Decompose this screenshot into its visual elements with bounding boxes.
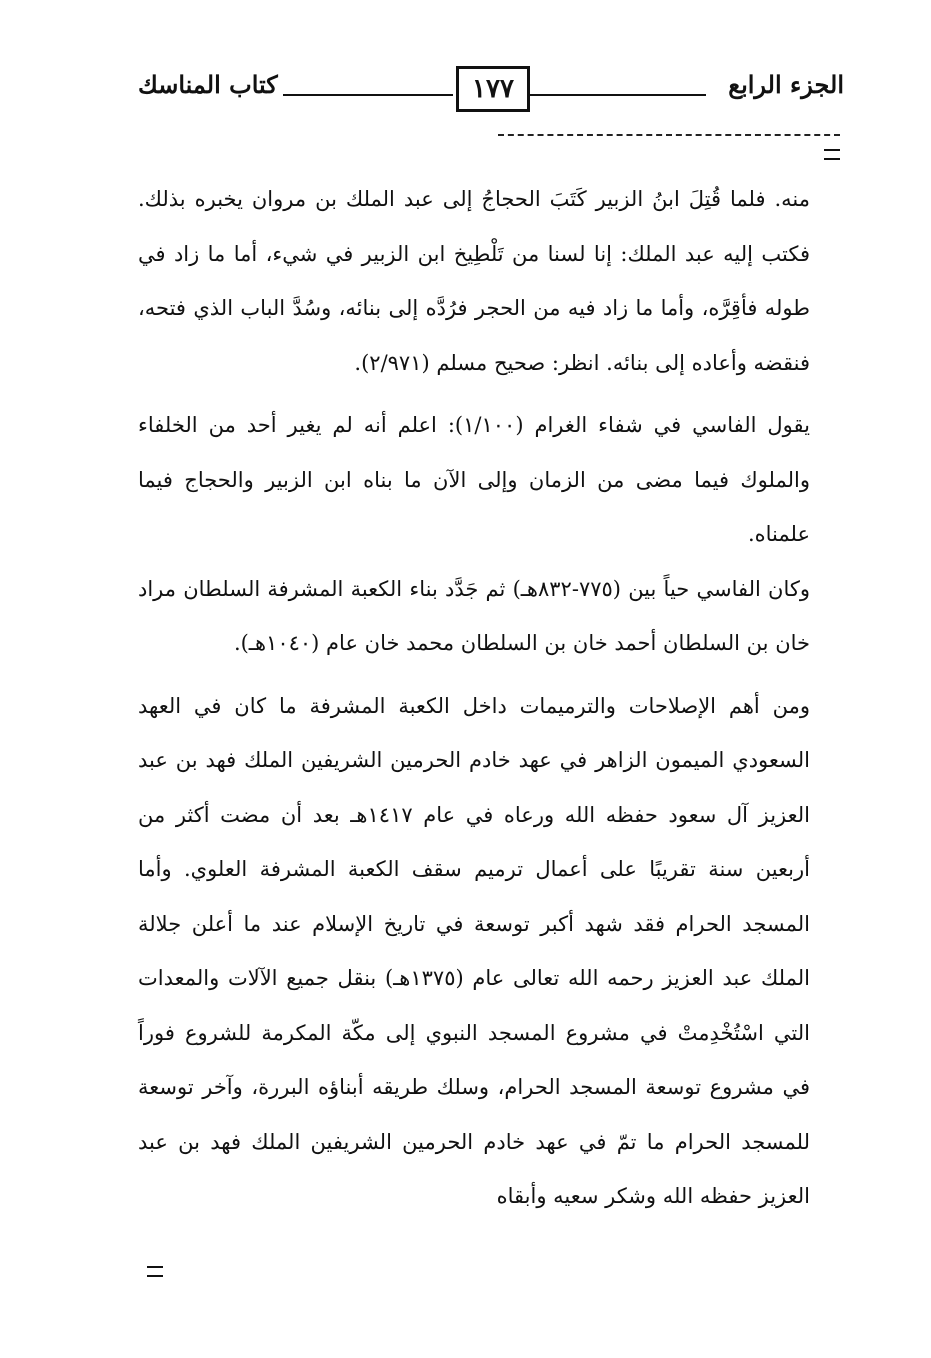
paragraph-3: وكان الفاسي حياً بين (٧٧٥-٨٣٢هـ) ثم جَدَّد بناء الكعبة المشرفة السلطان مراد خان بن السلطان أحمد خان بن السلطان محمد خان عام (١٠٤٠هـ). <box>138 576 810 655</box>
paragraph-4: ومن أهم الإصلاحات والترميمات داخل الكعبة المشرفة ما كان في العهد السعودي الميمون الزاهر في عهد خادم الحرمين الشريفين الملك فهد بن عبد العزيز آل سعود حفظه الله ورعاه في عام ١٤١٧هـ بعد أن مضت أكثر من أربعين سنة تقريبًا على أعمال ترميم سقف الكعبة المشرفة العلوي. وأما المسجد الحرام فقد شهد أكبر توسعة في تاريخ الإسلام عند ما أعلن جلالة الملك عبد العزيز رحمه الله تعالى عام (١٣٧٥هـ) بنقل جميع الآلات والمعدات التي اسْتُخْدِمتْ في مشروع المسجد النبوي إلى مكّة المكرمة للشروع فوراً في مشروع توسعة المسجد الحرام، وسلك طريقه أبناؤه البررة، وآخر توسعة للمسجد الحرام ما تمّ في عهد خادم الحرمين الشريفين الملك فهد بن عبد العزيز حفظه الله وشكر سعيه وأبقاه <box>138 693 811 1208</box>
double-line-mark-top <box>824 149 840 160</box>
header-rule-left <box>283 94 453 96</box>
paragraph-2: يقول الفاسي في شفاء الغرام (١/١٠٠): اعلم أنه لم يغير أحد من الخلفاء والملوك فيما مضى من الزمان وإلى الآن ما بناه ابن الزبير والحجاج فيما علمناه. <box>138 413 810 546</box>
footnote-separator <box>498 134 840 136</box>
volume-label: الجزء الرابع <box>728 70 844 99</box>
footnote-text <box>138 172 810 1224</box>
header-rule-right <box>530 94 706 96</box>
paragraph-1: منه. فلما قُتِلَ ابنُ الزبير كَتَبَ الحجاجُ إلى عبد الملك بن مروان يخبره بذلك. فكتب إليه عبد الملك: إنا لسنا من تَلْطِيخ ابن الزبير في شيء، أما ما زاد في طوله فأقِرَّه، وأما ما زاد فيه من الحجر فرُدَّه إلى بنائه، وسُدَّ الباب الذي فتحه، فنقضه وأعاده إلى بنائه. انظر: صحيح مسلم (٢/٩٧١). <box>138 187 810 375</box>
double-line-mark-bottom <box>147 1266 163 1277</box>
book-title: كتاب المناسك <box>138 70 278 99</box>
page-number: ١٧٧ <box>456 66 530 112</box>
running-header <box>138 66 844 120</box>
